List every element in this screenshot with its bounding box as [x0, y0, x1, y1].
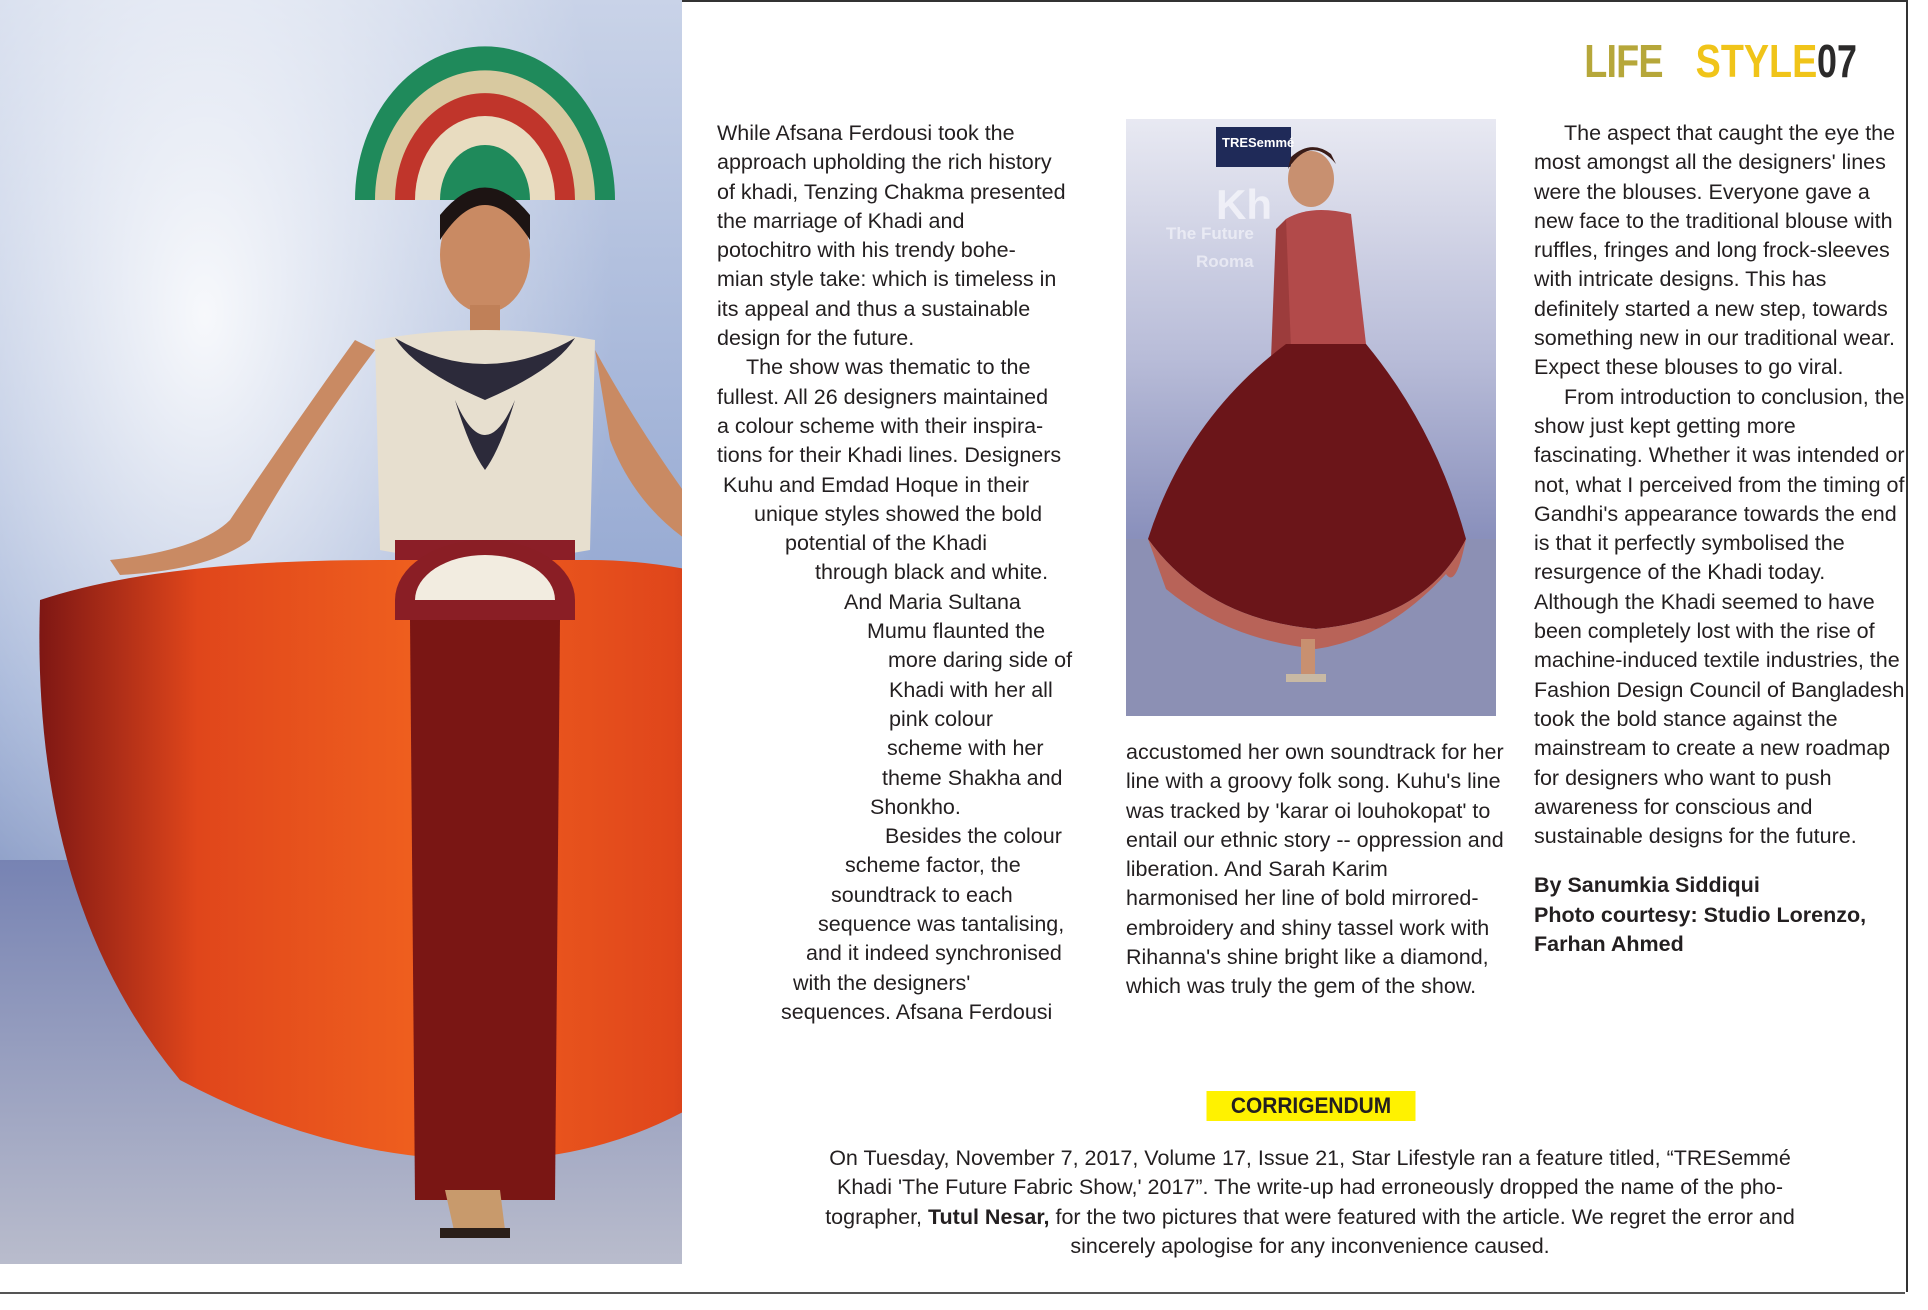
banner-text: TRESemmé	[1222, 135, 1295, 150]
text-line: more daring side of	[888, 648, 1073, 673]
byline	[1534, 871, 1910, 959]
text-line: While Afsana Ferdousi took the	[717, 121, 1015, 145]
text-line: Kuhu and Emdad Hoque in their	[723, 472, 1029, 497]
runway-model-illustration-2	[1126, 119, 1496, 716]
text-line: scheme with her	[887, 736, 1044, 761]
article-column-2	[1126, 738, 1506, 1002]
corrigendum-photographer: Tutul Nesar,	[928, 1204, 1050, 1229]
text-line: mian style take: which is timeless in	[717, 267, 1057, 292]
top-rule	[682, 0, 1908, 2]
text-line: sequence was tantalising,	[818, 912, 1065, 937]
text-line: tions for their Khadi lines. Designers	[717, 443, 1062, 468]
text-line: a colour scheme with their inspira-	[717, 413, 1044, 438]
byline-author: By Sanumkia Siddiqui	[1534, 873, 1760, 898]
corrigendum-title: CORRIGENDUM	[1207, 1091, 1416, 1121]
corrigendum-text-before: On Tuesday, November 7, 2017, Volume 17, Issue 21, Star Lifestyle ran a feature titled, “TRESemmé Khadi 'The Future Fabric Show,' 2017”. The write-up had erroneously dropped the name of the pho-tographer,	[825, 1146, 1791, 1229]
byline-photo-credit: Photo courtesy: Studio Lorenzo,	[1534, 902, 1867, 927]
article-paragraph: From introduction to conclusion, the show just kept getting more fascinating. Whether it was intended or not, what I perceived from the timing of Gandhi's appearance towards the end is that it perfectly symbolised the resurgence of the Khadi today. Although the Khadi seemed to have been completely lost with the rise of machine-induced textile industries, the Fashion Design Council of Bangladesh took the bold stance against the mainstream to create a new roadmap for designers who want to push awareness for conscious and sustainable designs for the future.	[1534, 384, 1905, 849]
page-number: 07	[1816, 35, 1857, 87]
text-line: The show was thematic to the	[746, 355, 1031, 380]
text-line: theme Shakha and	[882, 765, 1063, 790]
text-line: of khadi, Tenzing Chakma presented	[717, 179, 1066, 204]
header-style-word: STYLE	[1695, 35, 1817, 87]
banner-text: The Future	[1166, 224, 1254, 243]
runway-model-illustration	[0, 0, 682, 1264]
text-line: scheme factor, the	[845, 853, 1021, 878]
text-line: potochitro with his trendy bohe-	[717, 238, 1016, 263]
text-line: potential of the Khadi	[785, 531, 988, 556]
banner-text: Rooma	[1196, 252, 1254, 271]
bottom-rule	[0, 1292, 1905, 1294]
article-column-1	[717, 119, 1097, 1027]
text-line: design for the future.	[717, 326, 915, 351]
text-line: Khadi with her all	[889, 677, 1053, 702]
text-line: with the designers'	[793, 970, 971, 995]
header-life-word: LIFE	[1584, 35, 1663, 87]
text-line: pink colour	[889, 706, 993, 731]
corrigendum-text-after: for the two pictures that were featured with the article. We regret the error and sincerely apologise for any inconvenience caused.	[1055, 1204, 1795, 1258]
text-line: approach upholding the rich history	[717, 150, 1052, 175]
text-line: Shonkho.	[870, 794, 961, 819]
article-paragraph: The aspect that caught the eye the most amongst all the designers' lines were the blouses. Everyone gave a new face to the traditional blouse with ruffles, fringes and long frock-sleeves with intricate designs. This has definitely started a new step, towards something new in our traditional wear. Expect these blouses to go viral.	[1534, 121, 1896, 380]
text-line: And Maria Sultana	[844, 589, 1021, 614]
corrigendum-text	[800, 1144, 1820, 1261]
text-line: the marriage of Khadi and	[717, 208, 965, 233]
article-paragraph: accustomed her own soundtrack for her line with a groovy folk song. Kuhu's line was tracked by 'karar oi louhokopat' to entail our ethnic story -- oppression and liberation. And Sarah Karim harmonised her line of bold mirrored-embroidery and shiny tassel work with Rihanna's shine bright like a diamond, which was truly the gem of the show.	[1126, 740, 1504, 999]
runway-photo-left	[0, 0, 682, 1264]
text-line: fullest. All 26 designers maintained	[717, 384, 1049, 409]
text-line: and it indeed synchronised	[806, 941, 1062, 966]
text-line: its appeal and thus a sustainable	[717, 296, 1031, 321]
runway-photo-right	[1126, 119, 1496, 716]
banner-text: Kh	[1216, 181, 1272, 228]
text-line: through black and white.	[815, 560, 1049, 585]
byline-photo-credit-2: Farhan Ahmed	[1534, 932, 1684, 957]
text-line: sequences. Afsana Ferdousi	[781, 999, 1053, 1024]
article-column-3	[1534, 119, 1910, 959]
text-line: unique styles showed the bold	[754, 501, 1043, 526]
text-line: Besides the colour	[885, 824, 1062, 849]
section-header	[1567, 34, 1868, 94]
text-line: Mumu flaunted the	[867, 619, 1046, 644]
text-line: soundtrack to each	[831, 882, 1013, 907]
